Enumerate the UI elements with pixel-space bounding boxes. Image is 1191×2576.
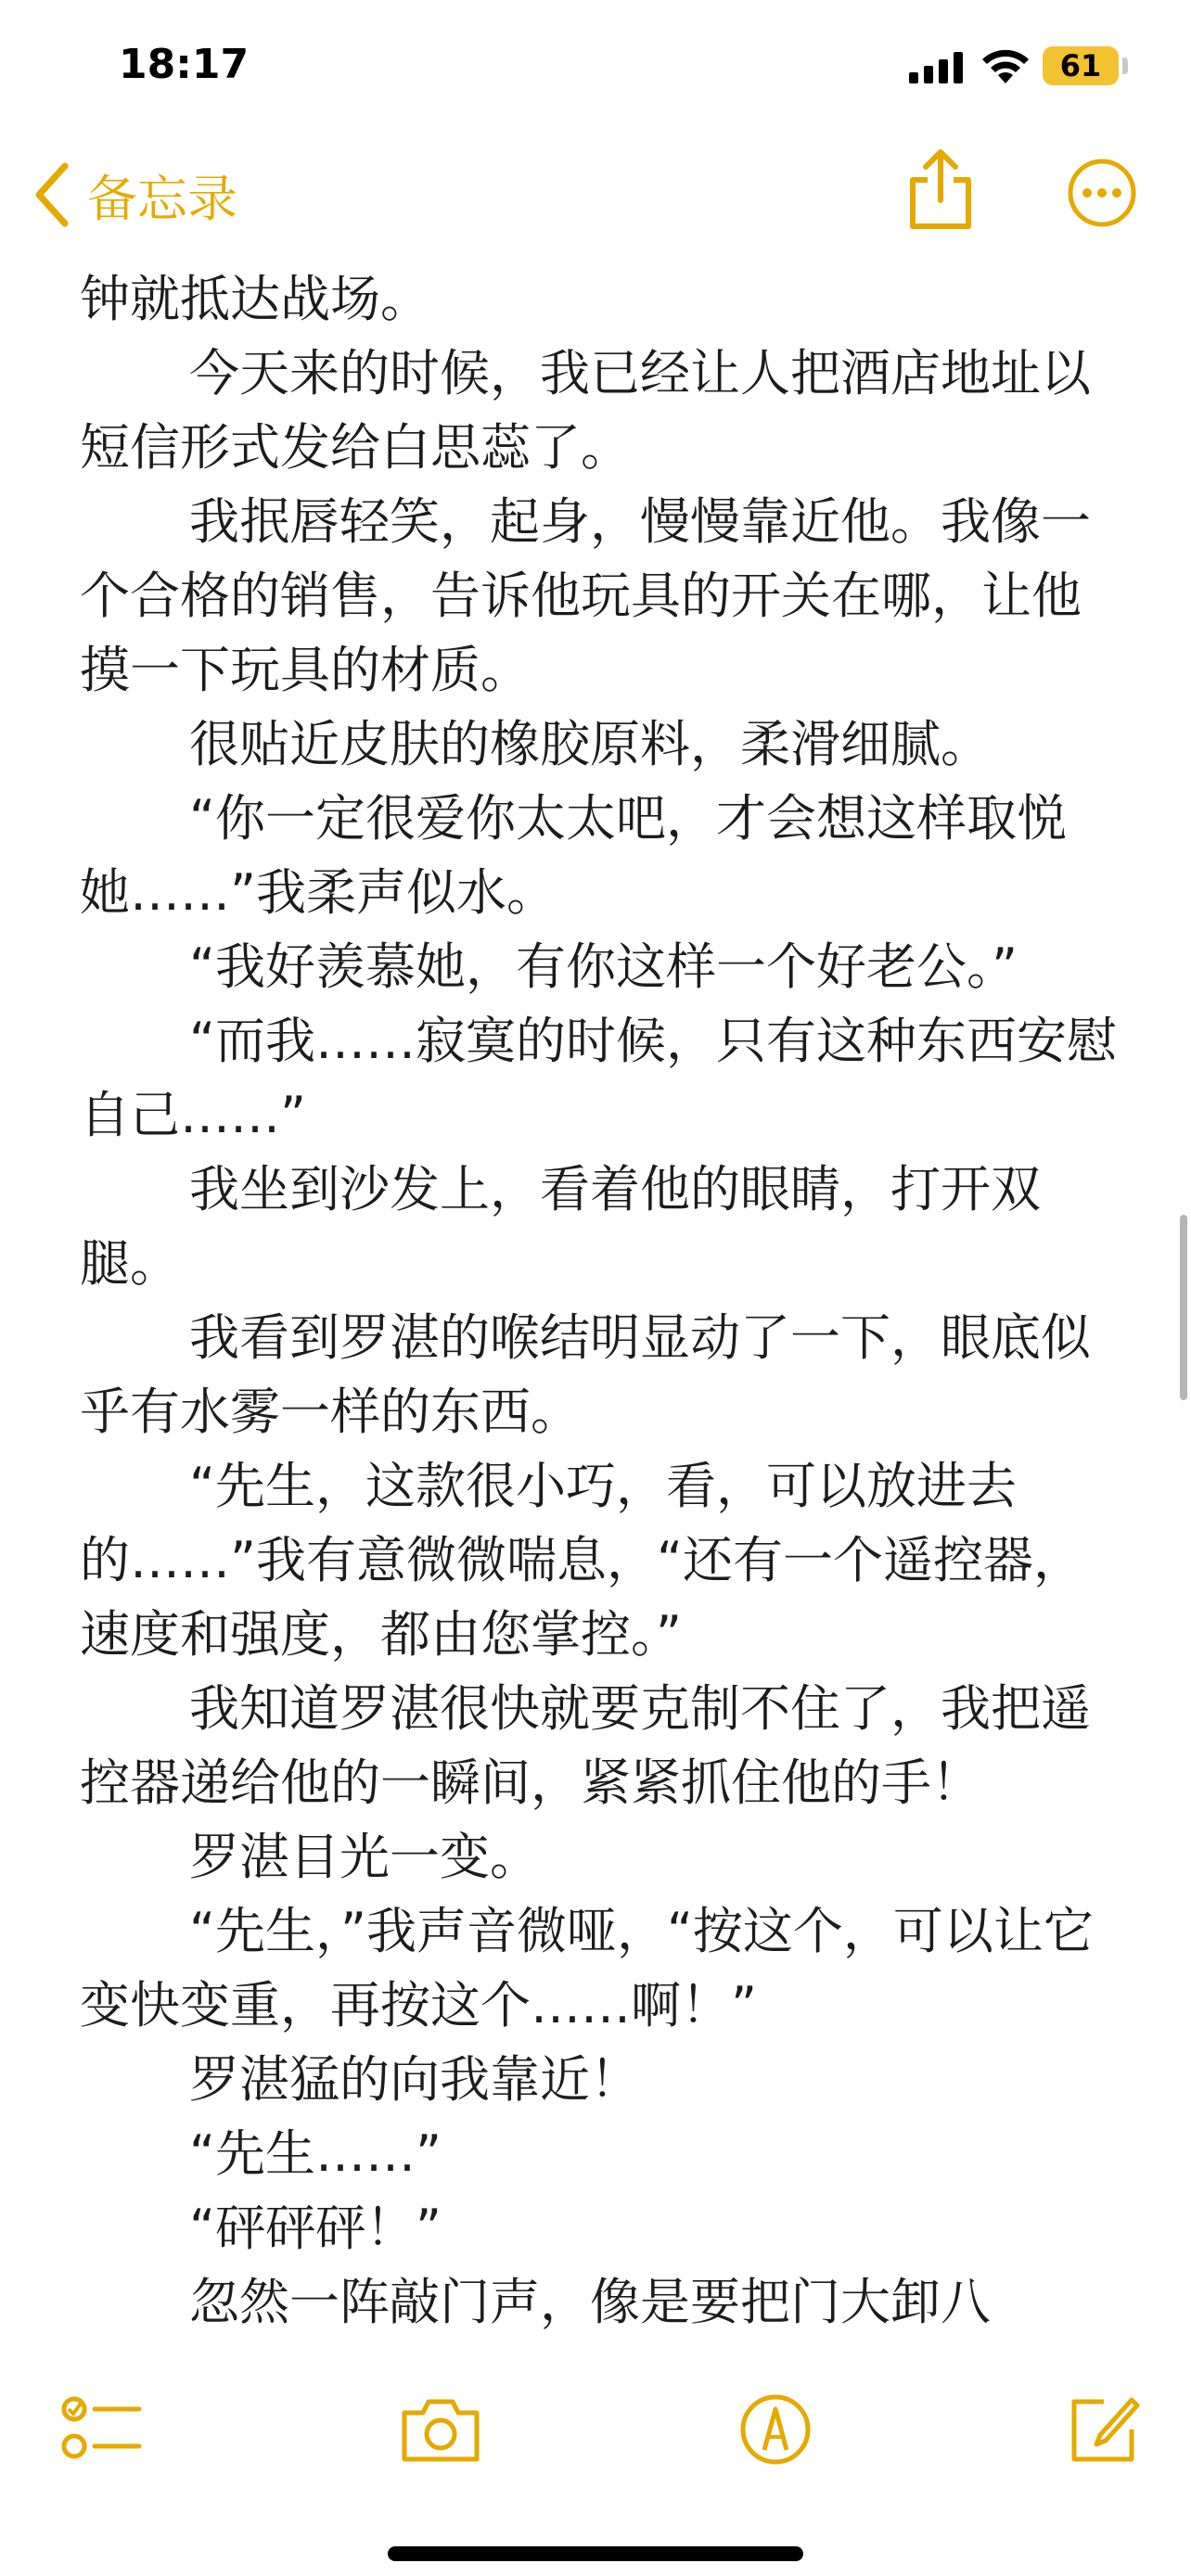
note-paragraph: 罗湛目光一变。	[189, 1828, 540, 1886]
compose-icon[interactable]	[1067, 2392, 1141, 2467]
camera-icon[interactable]	[399, 2392, 482, 2467]
note-paragraph: 忽然一阵敲门声，像是要把门大卸八	[189, 2273, 991, 2331]
chevron-left-icon	[33, 162, 70, 227]
note-paragraph: “先生，这款很小巧，看，可以放进去的……”我有意微微喘息，“还有一个遥控器，速度和强度，都由您掌控。”	[80, 1457, 1083, 1664]
markup-icon[interactable]	[738, 2392, 813, 2467]
note-paragraph: 我抿唇轻笑，起身，慢慢靠近他。我像一个合格的销售，告诉他玩具的开关在哪，让他摸一下玩具的材质。	[80, 492, 1091, 699]
note-body[interactable]	[80, 262, 1119, 2340]
note-paragraph: “先生，”我声音微哑，“按这个，可以让它变快变重，再按这个……啊！”	[80, 1902, 1094, 2034]
note-paragraph: “先生……”	[189, 2124, 442, 2183]
checklist-icon[interactable]	[61, 2392, 145, 2467]
note-paragraph: “砰砰砰！”	[189, 2199, 442, 2257]
more-options-icon[interactable]	[1067, 158, 1137, 228]
share-icon[interactable]	[903, 148, 978, 232]
status-bar	[0, 0, 1191, 139]
scrollbar[interactable]	[1180, 1215, 1187, 1400]
status-time: 18:17	[119, 41, 250, 88]
note-paragraph: “我好羡慕她，有你这样一个好老公。”	[189, 937, 1018, 996]
home-indicator[interactable]	[388, 2546, 803, 2561]
note-paragraph: 我坐到沙发上，看着他的眼睛，打开双腿。	[80, 1160, 1041, 1293]
note-paragraph: 我知道罗湛很快就要克制不住了，我把遥控器递给他的一瞬间，紧紧抓住他的手！	[80, 1679, 1091, 1812]
note-paragraph: 罗湛猛的向我靠近！	[189, 2050, 640, 2109]
back-button[interactable]	[33, 158, 237, 232]
note-paragraph: “而我……寂寞的时候，只有这种东西安慰自己……”	[80, 1012, 1117, 1144]
note-paragraph: “你一定很爱你太太吧，才会想这样取悦她……”我柔声似水。	[80, 789, 1067, 922]
note-paragraph: 今天来的时候，我已经让人把酒店地址以短信形式发给白思蕊了。	[80, 344, 1091, 477]
note-paragraph: 很贴近皮肤的橡胶原料，柔滑细腻。	[189, 715, 991, 773]
battery-cap	[1122, 57, 1128, 74]
note-paragraph: 钟就抵达战场。	[80, 270, 430, 328]
back-label: 备忘录	[87, 169, 237, 228]
note-paragraph: 我看到罗湛的喉结明显动了一下，眼底似乎有水雾一样的东西。	[80, 1308, 1091, 1441]
cellular-signal-icon	[909, 52, 967, 83]
wifi-icon	[980, 48, 1031, 85]
battery-level: 61	[1043, 46, 1119, 85]
